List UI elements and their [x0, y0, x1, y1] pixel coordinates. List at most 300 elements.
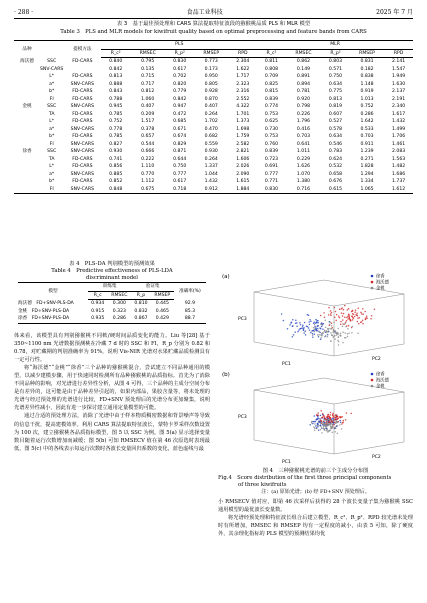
table-cell: 0.617 [173, 66, 187, 72]
scatter-point [342, 342, 344, 344]
table-cell: 0.771 [264, 179, 279, 184]
table-cell: 0.465 [155, 308, 169, 314]
scatter-point [328, 414, 330, 416]
table-cell: TA [48, 156, 55, 162]
scatter-point [324, 416, 326, 418]
scatter-point [347, 333, 349, 335]
table4-header-model: 模型 [18, 283, 88, 300]
table-cell: 0.571 [328, 66, 343, 72]
scatter-point [320, 429, 322, 431]
scatter-point [329, 324, 331, 326]
scatter-point [317, 322, 319, 324]
table3-metric-header: R_p² [321, 49, 350, 58]
scatter-point [303, 329, 305, 331]
table-row [14, 171, 413, 179]
table-cell: 0.717 [141, 81, 155, 87]
scatter-point [326, 430, 328, 432]
scatter-point [283, 320, 285, 322]
table-cell: 0.676 [328, 179, 343, 184]
table-cell: SNV-CARS [40, 66, 64, 72]
table-cell: 0.781 [296, 89, 311, 94]
table-cell: 88.7 [174, 315, 206, 323]
issue-date: 2025 年 7 月 [376, 9, 413, 16]
scatter-point [343, 420, 345, 422]
scatter-point [328, 424, 330, 426]
figure4-note: 注：(a) 原始光谱；(b) 经 FD+SNV 预处理后。 [261, 489, 370, 495]
scatter-point [298, 329, 300, 331]
table-cell: 0.842 [173, 96, 187, 102]
body-text-right [218, 498, 413, 538]
scatter-point [327, 331, 329, 333]
scatter-point [332, 414, 334, 416]
scatter-point [331, 418, 333, 420]
table-row [14, 118, 413, 126]
scatter-point [316, 423, 318, 425]
scatter-point [357, 315, 359, 317]
legend-marker [371, 281, 374, 284]
table3-title-cn: 表 3 基于最佳预处理和 CARS 算法提取特征波段的猕猴桃品质 PLS 和 MLR 模型 [116, 21, 311, 27]
scatter-point [339, 424, 341, 426]
scatter-point [331, 312, 333, 314]
scatter-point [317, 330, 319, 332]
table-cell: 1.294 [360, 171, 374, 177]
scatter-point [356, 313, 358, 315]
table-row [18, 300, 206, 308]
scatter-point [338, 328, 340, 330]
scatter-point [328, 314, 330, 316]
table-cell: 0.703 [360, 134, 374, 139]
table-cell: 2.137 [392, 89, 406, 94]
scatter-point [348, 325, 350, 327]
legend-marker [371, 379, 374, 382]
scatter-point [325, 326, 327, 328]
figure4-pca-plots [218, 272, 413, 467]
scatter-point [324, 418, 326, 420]
table-cell: 0.798 [296, 104, 311, 109]
table-cell: 0.657 [141, 134, 155, 139]
table-cell: 1.499 [392, 126, 406, 132]
table-cell: a* [49, 81, 55, 87]
table-cell: 2.316 [236, 89, 250, 94]
scatter-point [314, 415, 316, 417]
table-cell: 0.546 [328, 141, 343, 147]
scatter-point [350, 413, 352, 415]
table-cell: 0.472 [173, 111, 187, 117]
scatter-point [332, 413, 334, 415]
axis-label-pc1: PC1 [282, 362, 291, 367]
table-cell: 0.862 [296, 59, 311, 64]
table-cell: 0.785 [109, 111, 123, 117]
table-cell: 0.624 [328, 156, 343, 162]
table-cell: 0.830 [173, 59, 187, 64]
table-cell: 0.811 [264, 59, 279, 64]
scatter-point [320, 338, 322, 340]
table-cell: 2.090 [236, 171, 250, 177]
table-cell: 0.544 [141, 141, 155, 147]
scatter-point [292, 336, 294, 338]
table-cell: SSC [47, 58, 57, 64]
table-cell: 0.778 [109, 126, 123, 132]
table-cell: 0.527 [328, 119, 343, 124]
scatter-point [294, 331, 296, 333]
table-cell: 0.416 [296, 126, 311, 132]
table-row [18, 315, 206, 323]
legend-label: 金桃 [376, 384, 385, 390]
scatter-point [317, 416, 319, 418]
table4-header-train: 训练集 [88, 283, 131, 292]
scatter-point [332, 327, 334, 329]
scatter-point [323, 426, 325, 428]
table3-header-pls: PLS [101, 41, 257, 50]
scatter-point [341, 423, 343, 425]
table-cell: 1.461 [392, 141, 406, 147]
scatter-point [348, 308, 350, 310]
table-cell: 0.715 [141, 74, 155, 79]
scatter-point [347, 316, 349, 318]
table-cell: 0.716 [286, 186, 321, 194]
scatter-point [321, 427, 323, 429]
table-cell: 0.671 [173, 126, 187, 132]
table-cell: 0.709 [264, 74, 279, 79]
scatter-point [333, 336, 335, 338]
table-cell: 0.840 [109, 59, 123, 64]
scatter-point [320, 323, 322, 325]
table-cell: SNV-CARS [70, 171, 95, 177]
scatter-point [327, 420, 329, 422]
scatter-point [324, 317, 326, 319]
scatter-point [303, 327, 305, 329]
scatter-point [325, 422, 327, 424]
table-cell: 1.626 [296, 164, 311, 169]
table-cell: 0.920 [296, 96, 311, 102]
scatter-point [351, 311, 353, 313]
table-cell: 0.559 [204, 141, 218, 147]
scatter-point [342, 331, 344, 333]
scatter-point [325, 425, 327, 427]
scatter-point [322, 324, 324, 326]
table-cell: 0.830 [257, 186, 286, 194]
scatter-point [305, 330, 307, 332]
scatter-point [339, 309, 341, 311]
table-cell: 0.803 [328, 59, 343, 64]
scatter-point [335, 330, 337, 332]
table-row [14, 96, 413, 104]
axis-box-edge [334, 442, 404, 454]
table-cell: SNV-CARS [70, 81, 95, 87]
table-cell: 0.615 [321, 186, 350, 194]
scatter-point [362, 308, 364, 310]
scatter-point [357, 321, 359, 323]
scatter-point [327, 422, 329, 424]
table4-metric-header: R_c [88, 291, 107, 300]
scatter-point [335, 427, 337, 429]
scatter-point [316, 419, 318, 421]
table-cell: 0.173 [204, 66, 218, 72]
scatter-point [334, 418, 336, 420]
table-row [14, 66, 413, 74]
scatter-point [370, 318, 372, 320]
table-cell: 0.839 [264, 96, 279, 102]
table-cell: 0.813 [109, 74, 123, 79]
scatter-point [314, 331, 316, 333]
scatter-point [319, 420, 321, 422]
scatter-point [335, 431, 337, 433]
legend-label: 海沃德 [376, 280, 389, 286]
table-cell: SSC [47, 149, 57, 154]
scatter-point [345, 419, 347, 421]
scatter-point [315, 425, 317, 427]
scatter-point [339, 420, 341, 422]
table-cell: FD-CARS [72, 96, 93, 102]
table4 [18, 282, 206, 324]
scatter-point [332, 431, 334, 433]
table-cell: 1.065 [350, 186, 384, 194]
table-cell: 0.617 [173, 179, 187, 184]
table-cell: 0.658 [328, 171, 343, 177]
table-cell: 0.770 [141, 171, 155, 177]
scatter-point [324, 320, 326, 322]
table-cell: 1.373 [236, 119, 250, 124]
scatter-point [340, 321, 342, 323]
panel-label: (b) [222, 372, 230, 378]
table-cell: 0.691 [264, 164, 279, 169]
table-cell: 0.888 [109, 81, 123, 87]
scatter-point [361, 313, 363, 315]
scatter-point [308, 321, 310, 323]
table-cell [14, 171, 40, 179]
table-cell: 1.698 [236, 126, 250, 132]
scatter-point [329, 417, 331, 419]
table-cell: 0.407 [141, 104, 155, 109]
table-cell: L* [49, 74, 55, 79]
table-cell: SSC [47, 104, 57, 109]
figure4-caption-en-2: of three kiwifruits [238, 482, 287, 488]
axis-box-edge [334, 294, 404, 306]
scatter-point [317, 425, 319, 427]
axis-label-pc3: PC3 [238, 317, 247, 322]
legend-label: 徐香 [376, 372, 385, 378]
scatter-point [334, 416, 336, 418]
table-cell: 2.026 [236, 164, 250, 169]
scatter-point [341, 307, 343, 309]
scatter-point [333, 424, 335, 426]
scatter-point [366, 315, 368, 317]
table-cell: 1.686 [392, 171, 406, 177]
scatter-point [334, 307, 336, 309]
scatter-point [331, 325, 333, 327]
scatter-point [320, 415, 322, 417]
table-cell: 0.429 [151, 315, 174, 323]
scatter-point [353, 317, 355, 319]
table-cell: 0.675 [130, 186, 165, 194]
scatter-point [323, 421, 325, 423]
table-cell: 0.945 [109, 104, 123, 109]
scatter-point [337, 340, 339, 342]
table3 [14, 40, 413, 194]
table-cell: b* [49, 89, 55, 94]
scatter-point [332, 332, 334, 334]
axis-box-edge [254, 378, 324, 390]
table4-title-en-1: Table 4 Predictive effectiveness of PLS-LDA [51, 268, 173, 274]
table-cell: TA [48, 111, 55, 117]
scatter-point [317, 328, 319, 330]
table-cell [63, 66, 101, 74]
scatter-point [297, 331, 299, 333]
scatter-point [362, 313, 364, 315]
table-cell: L* [49, 164, 55, 169]
table3-metric-header: RPD [228, 49, 257, 58]
scatter-point [314, 329, 316, 331]
scatter-point [315, 421, 317, 423]
scatter-point [327, 428, 329, 430]
scatter-point [313, 327, 315, 329]
table3-header-model: 提模方法 [63, 41, 101, 58]
table-row [14, 58, 413, 66]
table3-metric-header: RMSEP [194, 49, 228, 58]
table3-metric-header: RPD [384, 49, 413, 58]
scatter-point [307, 314, 309, 316]
table3-header-variety: 品种 [14, 41, 40, 58]
scatter-point [365, 318, 367, 320]
table-cell: 0.300 [112, 301, 126, 306]
scatter-point [340, 335, 342, 337]
scatter-point [314, 327, 316, 329]
scatter-point [329, 420, 331, 422]
scatter-point [311, 421, 313, 423]
scatter-point [322, 332, 324, 334]
table-cell: 1.606 [236, 156, 250, 162]
table-cell: 1.112 [141, 179, 155, 184]
table-cell: 0.773 [204, 59, 218, 64]
table-cell: 0.149 [296, 66, 311, 72]
table-cell: 0.775 [328, 89, 343, 94]
axis-box-edge [254, 280, 324, 292]
table-cell: 0.703 [296, 134, 311, 139]
scatter-point [320, 424, 322, 426]
scatter-point [343, 313, 345, 315]
scatter-point [311, 422, 313, 424]
table-cell: 0.578 [328, 126, 343, 132]
table-cell [14, 96, 40, 104]
scatter-point [337, 416, 339, 418]
table-cell: 0.915 [91, 308, 105, 314]
table-cell: 0.950 [204, 74, 218, 79]
scatter-point [315, 319, 317, 321]
table-cell: 2.323 [236, 81, 250, 87]
scatter-point [312, 423, 314, 425]
scatter-point [336, 314, 338, 316]
scatter-point [299, 322, 301, 324]
table-cell: 0.812 [141, 89, 155, 94]
table-cell: FD-CARS [72, 111, 93, 117]
table-cell: 0.785 [109, 134, 123, 139]
scatter-point [309, 324, 311, 326]
table-cell: 金桃 FD+SNV-PLS-DA [18, 308, 70, 314]
table-cell: 0.783 [328, 149, 343, 154]
table-cell: 0.532 [328, 164, 343, 169]
table-cell: 1.432 [204, 179, 218, 184]
table-cell [14, 73, 40, 81]
scatter-point [346, 412, 348, 414]
scatter-point [338, 417, 340, 419]
table-cell [14, 88, 40, 96]
scatter-point [347, 309, 349, 311]
scatter-point [337, 421, 339, 423]
legend-marker [371, 373, 374, 376]
paragraph: 体来看，该模型具有判别猕猴桃不同軟/硬时间品质变化的能力。Liu 等[28] 基于 350~1100 nm 光谱数据预测桃在冷藏 7 d 时的 SSC 和 FI，R_p 分别为 0.82 和 0.78，对贮藏期的判别准确率为 91%，说明 Vis-NIR 光谱对水果贮藏品质检测具有一定可行性。 [14, 333, 210, 364]
scatter-point [295, 319, 297, 321]
scatter-point [308, 327, 310, 329]
table-cell [14, 133, 40, 141]
table-cell: a* [49, 171, 55, 177]
scatter-point [341, 428, 343, 430]
scatter-point [314, 423, 316, 425]
scatter-point [324, 336, 326, 338]
scatter-point [324, 330, 326, 332]
table-cell: 2.304 [236, 59, 250, 64]
table3-metric-header: R_c² [101, 49, 130, 58]
table-cell: 1.482 [392, 164, 406, 169]
scatter-point [302, 326, 304, 328]
axis-box-edge [254, 342, 334, 356]
table3-metric-header: RMSEC [130, 49, 165, 58]
legend-label: 徐香 [376, 274, 385, 280]
table-cell: 0.222 [141, 156, 155, 162]
scatter-point [350, 319, 352, 321]
table-cell: 0.919 [360, 89, 374, 94]
table-cell [14, 66, 40, 74]
legend-marker [371, 287, 374, 290]
scatter-point [310, 332, 312, 334]
scatter-point [330, 315, 332, 317]
table-cell: 1.013 [360, 96, 374, 102]
scatter-point [312, 333, 314, 335]
table-cell: FD-CARS [72, 119, 93, 124]
table3-metric-header: R_p² [165, 49, 194, 58]
scatter-point [322, 417, 324, 419]
table-cell: 0.842 [109, 66, 123, 72]
table-cell: 0.718 [165, 186, 194, 194]
scatter-point [351, 315, 353, 317]
table-cell: SNV-CARS [70, 141, 95, 147]
table4-metric-header: RMSEC [107, 291, 131, 300]
scatter-point [330, 321, 332, 323]
scatter-point [317, 320, 319, 322]
table-cell: 1.737 [392, 179, 406, 184]
legend-marker [371, 385, 374, 388]
table-cell: 0.702 [173, 74, 187, 79]
scatter-point [333, 420, 335, 422]
scatter-point [336, 416, 338, 418]
scatter-point [328, 307, 330, 309]
table-cell: 1.563 [392, 156, 406, 162]
scatter-point [327, 336, 329, 338]
table3-header-index [40, 41, 63, 58]
table-cell: 0.750 [328, 74, 343, 79]
scatter-point [292, 319, 294, 321]
scatter-point [336, 334, 338, 336]
scatter-point [331, 322, 333, 324]
scatter-point [355, 309, 357, 311]
table-cell: FI [49, 96, 54, 102]
table-cell: 1.011 [296, 149, 311, 154]
scatter-point [335, 311, 337, 313]
table-cell: 0.641 [296, 141, 311, 147]
table-cell: FD-CARS [72, 179, 93, 184]
body-text-left [14, 332, 210, 453]
table-cell: 0.286 [360, 111, 374, 117]
scatter-point [320, 328, 322, 330]
